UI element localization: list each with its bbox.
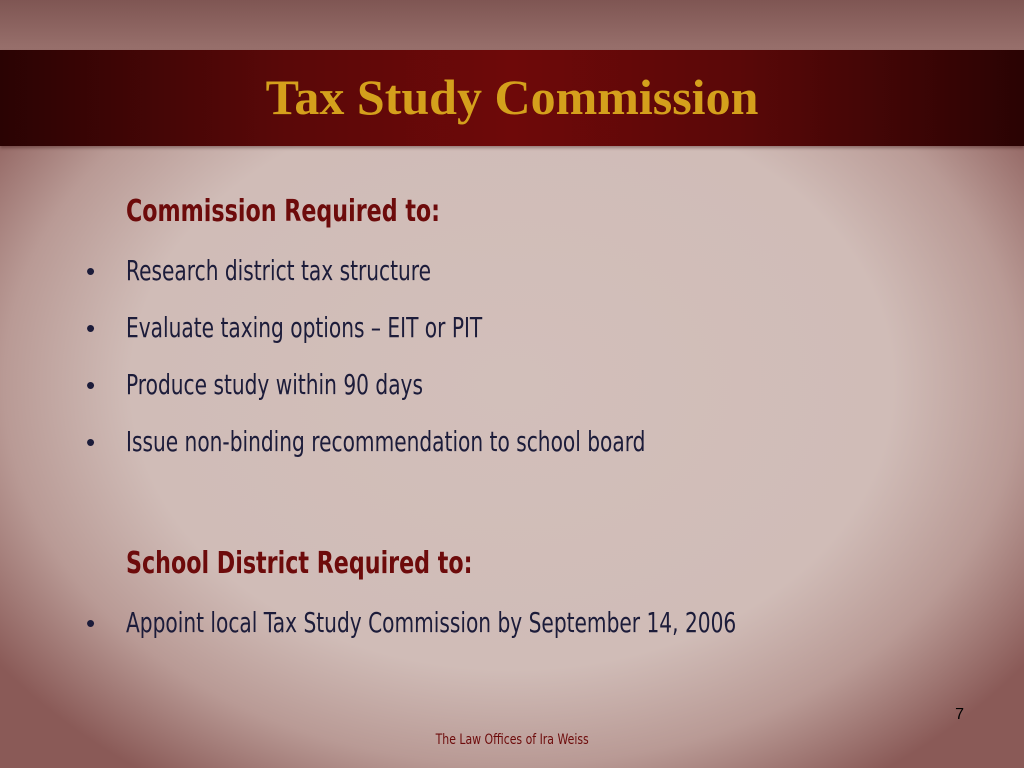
bullet-text: Produce study within 90 days — [126, 368, 423, 401]
bullet-text: Evaluate taxing options – EIT or PIT — [126, 311, 483, 344]
bullet-item — [0, 603, 1024, 643]
bullet-icon: • — [86, 370, 96, 400]
bullet-icon: • — [86, 256, 96, 286]
footer — [0, 732, 1024, 748]
bullet-icon: • — [86, 313, 96, 343]
bullet-item — [0, 308, 1024, 348]
bullet-icon: • — [86, 608, 96, 638]
bullet-text: Issue non-binding recommendation to school board — [126, 425, 646, 458]
bullet-text: Research district tax structure — [126, 254, 432, 287]
section-heading-commission: Commission Required to: — [126, 194, 441, 229]
section-heading-school-district: School District Required to: — [126, 546, 473, 581]
slide-title: Tax Study Commission — [265, 69, 759, 125]
bullet-item — [0, 422, 1024, 462]
bullet-text: Appoint local Tax Study Commission by September 14, 2006 — [126, 606, 737, 639]
footer-text: The Law Offices of Ira Weiss — [435, 732, 589, 748]
bullet-item — [0, 251, 1024, 291]
bullet-item — [0, 365, 1024, 405]
bullet-icon: • — [86, 427, 96, 457]
page-number: 7 — [955, 706, 964, 723]
